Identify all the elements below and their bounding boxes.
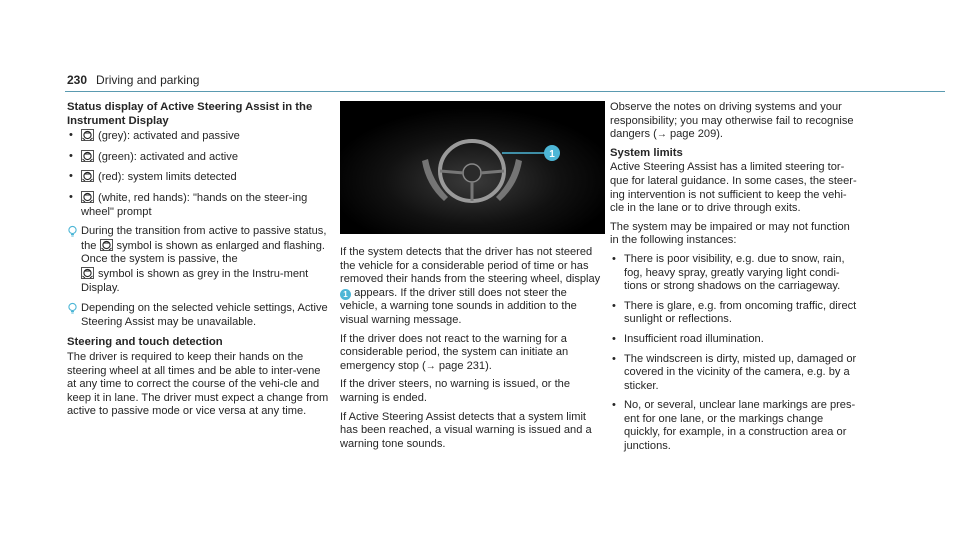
body-paragraph: If the system detects that the driver has not steered the vehicle for a considerable period of time or has removed their hands from the steering wheel, display 1 appears. If the driver still does not steer the vehicle, a warning tone sounds in addition to the visual warning message. — [340, 246, 601, 326]
column-right — [610, 101, 860, 460]
list-item: • (red): system limits detected — [67, 170, 329, 185]
page-number: 230 — [67, 73, 88, 87]
page-reference-link[interactable]: page 209). — [669, 128, 724, 141]
info-note-icon — [67, 302, 78, 315]
heading-steering-touch: Steering and touch detection — [67, 336, 223, 349]
info-note: During the transition from active to passive status, the symbol is shown as enlarged and flashing. Once the system is passive, the symbol is shown as grey in the Instru-ment Display. — [67, 225, 329, 295]
list-item: • The windscreen is dirty, misted up, damaged or covered in the vicinity of the camera, e.g. by a sticker. — [610, 353, 860, 394]
steering-assist-icon — [81, 150, 94, 162]
body-paragraph: Active Steering Assist has a limited steering tor-que for lateral guidance. In some cases, the steer-ing intervention is not sufficient to keep the vehi-cle in the lane or to drive through exits. — [610, 161, 857, 215]
info-note-icon — [67, 225, 78, 238]
list-item: • There is poor visibility, e.g. due to snow, rain, fog, heavy spray, greatly varying light condi-tions or strong shadows on the carriageway. — [610, 253, 860, 294]
body-paragraph: If the driver does not react to the warning for a considerable period, the system can initiate an emergency stop (→ page 231). — [340, 332, 569, 372]
info-note: Depending on the selected vehicle settings, Active Steering Assist may be unavailable. — [67, 302, 329, 329]
steering-assist-icon — [81, 191, 94, 203]
heading-system-limits: System limits — [610, 146, 683, 159]
body-paragraph: The system may be impaired or may not function in the following instances: — [610, 220, 850, 247]
list-item: • (green): activated and active — [67, 150, 329, 165]
page-header — [67, 74, 199, 88]
steering-assist-icon — [100, 239, 113, 251]
section-title: Driving and parking — [96, 73, 200, 87]
limits-list — [610, 253, 860, 454]
heading-status-display: Status display of Active Steering Assist in the Instrument Display — [67, 101, 313, 127]
callout-badge: 1 — [340, 289, 351, 300]
status-list — [67, 129, 329, 219]
steering-assist-icon — [81, 267, 94, 279]
list-item: • Insufficient road illumination. — [610, 333, 860, 347]
list-item: • No, or several, unclear lane markings are pres-ent for one lane, or the markings change quickly, for example, in a construction area or junctions. — [610, 399, 860, 453]
list-item: • There is glare, e.g. from oncoming traffic, direct sunlight or reflections. — [610, 300, 860, 327]
column-left — [67, 101, 329, 424]
body-paragraph: Observe the notes on driving systems and your responsibility; you may otherwise fail to recognise dangers (→ page 209). — [610, 101, 854, 141]
list-item: • (grey): activated and passive — [67, 129, 329, 144]
header-rule — [65, 91, 945, 92]
body-paragraph: If the driver steers, no warning is issued, or the warning is ended. — [340, 378, 570, 404]
body-paragraph: The driver is required to keep their hands on the steering wheel at all times and be able to inter-vene at any time to correct the course of the vehi-cle and keep it in lane. The driver must expect a change from active to passive mode or vice versa at any time. — [67, 350, 329, 418]
list-item: • (white, red hands): "hands on the steer-ing wheel" prompt — [67, 191, 329, 219]
steering-assist-icon — [81, 129, 94, 141]
page-reference-link[interactable]: page 231). — [438, 359, 492, 372]
body-paragraph: If Active Steering Assist detects that a system limit has been reached, a visual warning is issued and a warning tone sounds. — [340, 410, 592, 450]
column-middle — [340, 246, 605, 456]
instrument-display-photo — [340, 101, 605, 234]
page-reference-arrow: → — [425, 360, 436, 372]
steering-assist-icon — [81, 170, 94, 182]
hands-on-wheel-illustration — [340, 101, 605, 234]
svg-text:1: 1 — [549, 149, 555, 160]
page-reference-arrow: → — [656, 129, 667, 141]
